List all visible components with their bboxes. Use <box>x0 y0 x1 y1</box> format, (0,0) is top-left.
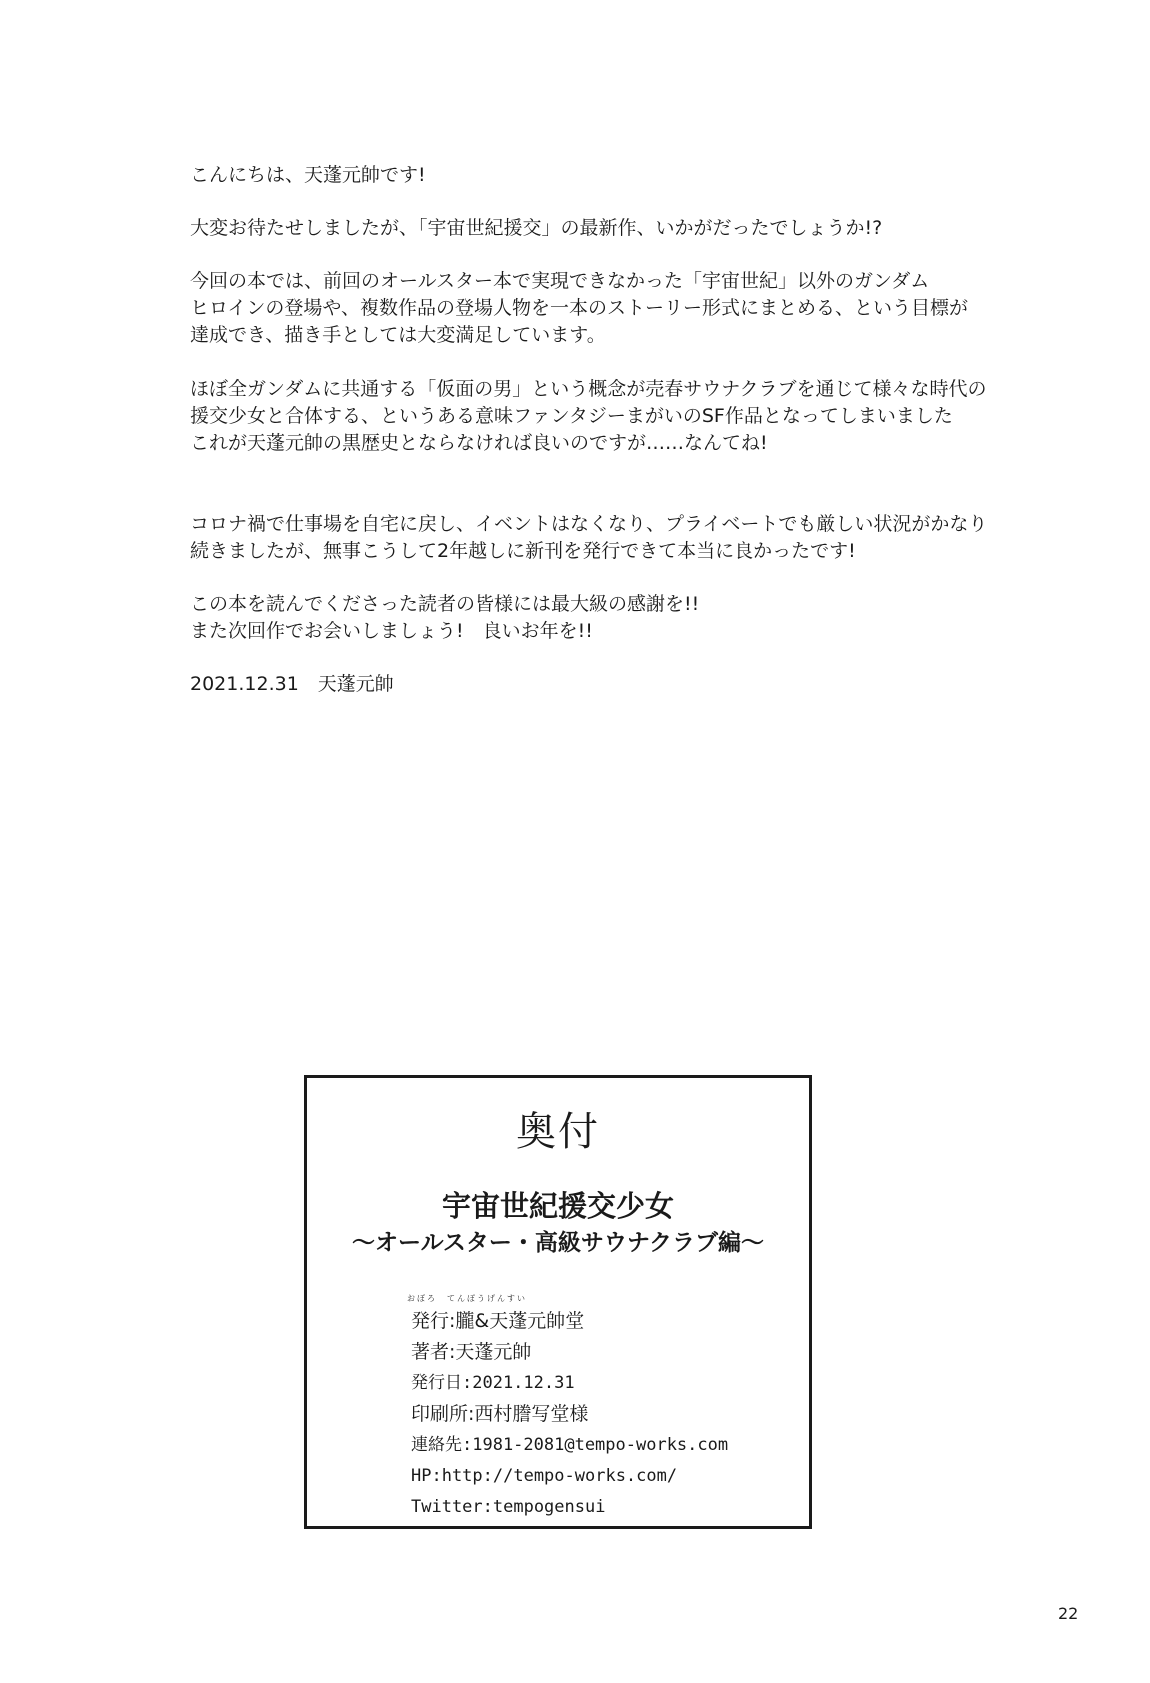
contact-line: 連絡先:1981-2081@tempo-works.com <box>411 1435 729 1455</box>
book-title: 宇宙世紀援交少女 <box>441 1189 674 1223</box>
afterword <box>190 162 1090 698</box>
afterword-signature: 2021.12.31 天蓬元帥 <box>190 673 394 695</box>
twitter-line: Twitter:tempogensui <box>411 1497 606 1517</box>
book-subtitle: 〜オールスター・高級サウナクラブ編〜 <box>352 1230 764 1256</box>
colophon-box <box>304 1075 812 1529</box>
page-number: 22 <box>1058 1604 1079 1623</box>
colophon-heading: 奥付 <box>516 1109 600 1155</box>
afterword-paragraph-3-line-2: 援交少女と合体する、というある意味ファンタジーまがいのSF作品となってしまいました <box>190 405 953 427</box>
afterword-paragraph-5-line-1: この本を読んでくださった読者の皆様には最大級の感謝を!! <box>190 593 700 615</box>
afterword-paragraph-1: 大変お待たせしましたが、「宇宙世紀援交」の最新作、いかがだったでしょうか!? <box>190 217 883 239</box>
afterword-paragraph-5-line-2: また次回作でお会いしましょう! 良いお年を!! <box>190 620 593 642</box>
afterword-paragraph-3-line-1: ほぼ全ガンダムに共通する「仮面の男」という概念が売春サウナクラブを通じて様々な時代の <box>190 378 987 400</box>
afterword-paragraph-4-line-1: コロナ禍で仕事場を自宅に戻し、イベントはなくなり、プライベートでも厳しい状況がかなり <box>190 513 988 535</box>
printer-line: 印刷所:西村謄写堂様 <box>411 1403 589 1425</box>
afterword-paragraph-2-line-3: 達成でき、描き手としては大変満足しています。 <box>190 324 606 346</box>
afterword-paragraph-3-line-3: これが天蓬元帥の黒歴史とならなければ良いのですが……なんてね! <box>190 432 768 454</box>
publisher-ruby: おぼろ てんぽうげんすい <box>407 1294 527 1303</box>
afterword-paragraph-4-line-2: 続きましたが、無事こうして2年越しに新刊を発行できて本当に良かったです! <box>190 540 856 562</box>
publisher-line: 発行:朧&天蓬元帥堂 <box>411 1310 585 1332</box>
afterword-greeting: こんにちは、天蓬元帥です! <box>190 164 426 186</box>
afterword-paragraph-2-line-2: ヒロインの登場や、複数作品の登場人物を一本のストーリー形式にまとめる、という目標が <box>190 297 969 319</box>
author-line: 著者:天蓬元帥 <box>411 1341 532 1363</box>
afterword-paragraph-2-line-1: 今回の本では、前回のオールスター本で実現できなかった「宇宙世紀」以外のガンダム <box>190 270 930 292</box>
homepage-line: HP:http://tempo-works.com/ <box>411 1466 678 1486</box>
publish-date-line: 発行日:2021.12.31 <box>411 1373 575 1393</box>
colophon-info-list <box>411 1306 728 1523</box>
